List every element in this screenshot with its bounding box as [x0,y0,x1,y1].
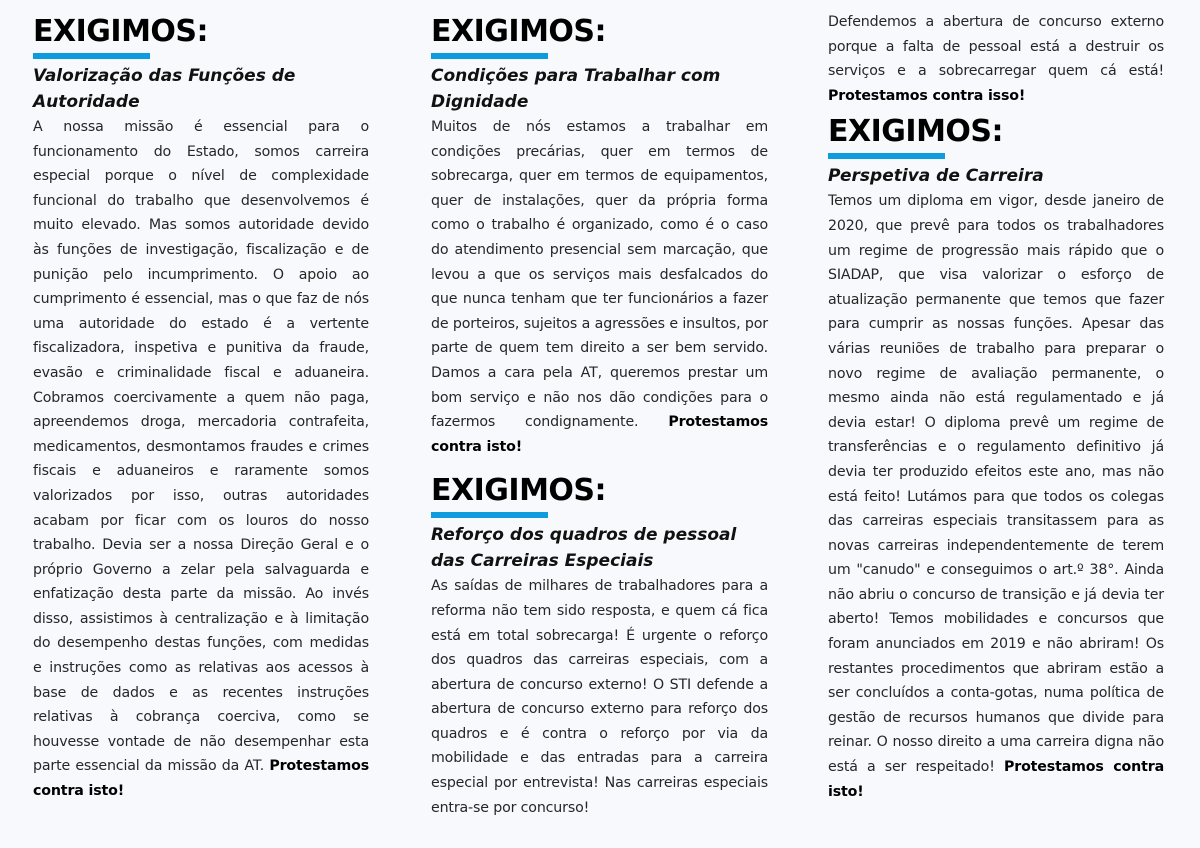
continuation-text [828,10,1164,108]
section-body [828,189,1164,804]
heading-underline [431,512,548,518]
column-3 [828,10,1164,804]
section-body [33,115,369,804]
heading-underline [33,53,150,59]
section-subtitle: Perspetiva de Carreira [828,166,1044,187]
section-body [431,574,768,820]
section-heading: EXIGIMOS: [33,14,209,49]
heading-underline [828,153,945,159]
protest-statement: Protestamos contra isto! [828,759,1165,800]
section-heading: EXIGIMOS: [431,473,607,509]
body-text: Defendemos a abertura de concurso externo porque a falta de pessoal está a destruir os serviços e a sobrecarregar quem cá está! [828,14,1164,80]
section-heading: EXIGIMOS: [828,114,1004,150]
protest-statement: Protestamos contra isto! [33,758,369,800]
body-text: A nossa missão é essencial para o funcionamento do Estado, somos carreira especial porque o nível de complexidade funcional do trabalho que desenvolvemos é muito elevado. Mas somos autoridade devido às funções de investigação, fiscalização e de punição pelo incumprimento. O apoio ao cumprimento é essencial, mas o que faz de nós uma autoridade do estado é a vertente fiscalizadora, inspetiva e punitiva da fraude, evasão e criminalidade fiscal e aduaneira. Cobramos coercivamente a quem não paga, apreendemos droga, mercadoria contrafeita, medicamentos, desmontamos fraudes e crimes fiscais e aduaneiros e raramente somos valorizados por isso, outras autoridades acabam por ficar com os louros do nosso trabalho. Devia ser a nossa Direção Geral e o próprio Governo a zelar pela salvaguarda e enfatização desta parte da missão. Ao invés disso, assistimos à centralização e à limitação do desempenho destas funções, com medidas e instruções como as relativas aos acessos à base de dados e as recentes instruções relativas à cobrança coerciva, como se houvesse vontade de não desempenhar esta parte essencial da missão da AT. [33,119,369,775]
body-text: Temos um diploma em vigor, desde janeiro de 2020, que prevê para todos os trabalhadores um regime de progressão mais rápido que o SIADAP, que visa valorizar o esforço de atualização permanente que temos que fazer para cumprir as nossas funções. Apesar das várias reuniões de trabalho para preparar o novo regime de avaliação permanente, o mesmo ainda não está regulamentado e já devia estar! O diploma prevê um regime de transferências e o regulamento definitivo já devia ter produzido efeitos este ano, mas não está feito! Lutámos para que todos os colegas das carreiras especiais transitassem para as novas carreiras independentemente de terem um "canudo" e conseguimos o art.º 38°. Ainda não abriu o concurso de transição e já devia ter aberto! Temos mobilidades e concursos que foram anunciados em 2019 e não abriram! Os restantes procedimentos que abriram estão a ser concluídos a conta-gotas, numa política de gestão de recursos humanos que divide para reinar. O nosso direito a uma carreira digna não está a ser respeitado! [828,193,1164,776]
heading-underline [431,53,548,59]
section-valorizacao [33,14,369,804]
section-condicoes [431,14,768,459]
section-reforco [431,473,768,820]
protest-statement: Protestamos contra isso! [828,87,1026,104]
protest-statement: Protestamos contra isto! [431,414,768,455]
section-subtitle: Condições para Trabalhar com Dignidade [431,66,721,112]
body-text: Muitos de nós estamos a trabalhar em condições precárias, quer em termos de sobrecarga, quer em termos de equipamentos, quer de instalações, quer da própria forma como o trabalho é organizado, como é o caso do atendimento presencial sem marcação, que levou a que os serviços mais desfalcados do que nunca tenham que ter funcionários a fazer de porteiros, sujeitos a agressões e insultos, por parte de quem tem direito a ser bem servido. Damos a cara pela AT, queremos prestar um bom serviço e não nos dão condições para o fazermos condignamente. [431,119,768,431]
column-1 [33,14,369,804]
column-2 [431,14,768,820]
body-text: As saídas de milhares de trabalhadores para a reforma não tem sido resposta, e quem cá fica está em total sobrecarga! É urgente o reforço dos quadros das carreiras especiais, com a abertura de concurso externo! O STI defende a abertura de concurso externo para reforço dos quadros e é contra o reforço por via da mobilidade e das entradas para a carreira especial por entrevista! Nas carreiras especiais entra-se por concurso! [431,578,768,816]
section-body [431,115,768,459]
section-subtitle: Valorização das Funções de Autoridade [33,66,296,112]
section-heading: EXIGIMOS: [431,14,607,49]
section-subtitle: Reforço dos quadros de pessoal das Carreiras Especiais [431,525,737,572]
section-perspetiva [828,114,1164,804]
